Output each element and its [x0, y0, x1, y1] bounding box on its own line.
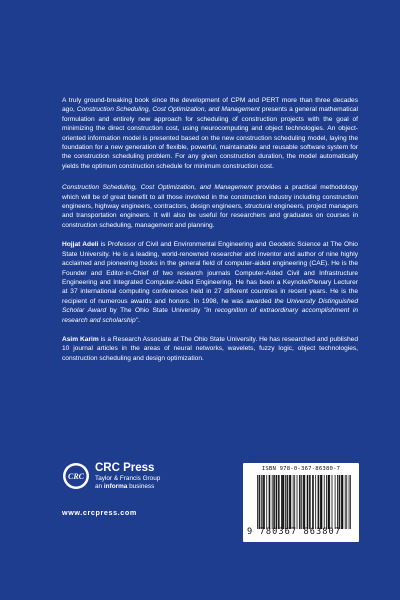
publisher-business	[95, 483, 195, 491]
barcode-bar	[342, 475, 343, 529]
audience-paragraph	[62, 183, 358, 230]
barcode-bar	[332, 475, 333, 529]
barcode-bar	[261, 475, 262, 529]
barcode-bar	[321, 475, 322, 529]
barcode-bar	[300, 475, 301, 529]
author1-name: Hojjat Adeli	[62, 241, 99, 249]
barcode-bar	[264, 475, 265, 529]
barcode-bar	[312, 475, 313, 529]
audience-text: provides a practical methodology which will be of great benefit to all those involved in the construction industry including construction engineers, highway engineers, contractors, design engineers, structural engineers, project managers and transportation engineers. It will also be useful for researchers and graduates on courses in construction scheduling, management and planning.	[62, 184, 358, 229]
barcode-bar	[289, 475, 290, 529]
barcode-bar	[282, 475, 283, 529]
barcode-digits: 9 780367 863807	[247, 527, 342, 537]
barcode-bar	[259, 475, 260, 529]
barcode-bar	[276, 475, 277, 529]
barcode-bar	[341, 475, 342, 529]
barcode-bar	[313, 475, 314, 529]
publisher-name: CRC Press	[95, 462, 155, 474]
barcode-bar	[266, 475, 267, 529]
author1-text-1: is Professor of Civil and Environmental Engineering and Geodetic Science at The Ohio State University. He is a leading, world-renowned researcher and inventor and author of nine highly acclaimed and pioneering books in the general field of computer-aided engineering (CAE). He is the Founder and Editor-in-Chief of two research journals Computer-Aided Civil and Infrastructure Engineering and Integrated Computer-Aided Engineering. He has been a Keynote/Plenary Lecturer at 37 international computing conferences held in 27 different countries in recent years. He is the recipient of numerous awards and honors. In 1998, he was awarded	[62, 241, 358, 305]
barcode-bar	[287, 475, 288, 529]
barcode-bar	[345, 475, 346, 529]
crc-logo-icon	[62, 462, 90, 490]
barcode-bar	[293, 475, 294, 529]
barcode-bar	[290, 475, 291, 529]
barcode-bar	[342, 475, 343, 529]
barcode-bars	[257, 475, 351, 529]
author1-award: the University Distinguished Scholar Award	[62, 297, 358, 315]
barcode-bar	[285, 475, 286, 529]
publisher-text	[95, 462, 195, 491]
barcode-bar	[328, 475, 329, 529]
barcode-bar	[269, 475, 270, 529]
barcode-bar	[297, 475, 298, 529]
logo-mark-text: CRC	[67, 472, 85, 481]
barcode-bar	[318, 475, 319, 529]
author2-text: is a Research Associate at The Ohio State University. He has researched and published 10 journal articles in the areas of neural networks, wavelets, fuzzy logic, object technologies, construction scheduling and design optimization.	[62, 335, 358, 362]
barcode-bar	[349, 475, 350, 529]
barcode-bar	[283, 475, 284, 529]
author2-paragraph	[62, 335, 358, 363]
audience-book-title: Construction Scheduling, Cost Optimization, and Management	[62, 184, 253, 192]
barcode-bar	[257, 475, 258, 529]
author2-name: Asim Karim	[62, 335, 99, 343]
blurb-text	[62, 96, 358, 373]
barcode-bar	[335, 475, 336, 529]
barcode-bar	[329, 475, 330, 529]
barcode-bar	[259, 475, 260, 529]
barcode-bar	[303, 475, 304, 529]
author1-text-3: .	[138, 316, 140, 324]
barcode-bar	[263, 475, 264, 529]
publisher-group: Taylor & Francis Group	[95, 475, 161, 482]
isbn-label: ISBN 978-0-367-86380-7	[261, 466, 341, 472]
barcode-bar	[307, 475, 308, 529]
barcode-bar	[337, 475, 338, 529]
author1-text-2: by The Ohio State University	[106, 307, 204, 315]
author1-quote: "in recognition of extraordinary accomplishment in research and scholarship"	[62, 307, 359, 324]
barcode-bar	[318, 475, 319, 529]
business-suffix: business	[127, 483, 155, 490]
publisher-url[interactable]: www.crcpress.com	[62, 508, 137, 517]
barcode-bar	[339, 475, 340, 529]
barcode-bar	[350, 475, 351, 529]
barcode-bar	[283, 475, 284, 529]
barcode-bar	[321, 475, 322, 529]
barcode-bar	[273, 475, 274, 529]
barcode-bar	[274, 475, 275, 529]
barcode-panel	[243, 463, 359, 542]
barcode-bar	[294, 475, 295, 529]
publisher-logo	[62, 462, 192, 532]
barcode-bar	[310, 475, 311, 529]
barcode-bar	[301, 475, 302, 529]
barcode-bar	[278, 475, 279, 529]
barcode-bar	[279, 475, 280, 529]
barcode-bar	[281, 475, 282, 529]
barcode-bar	[287, 475, 288, 529]
barcode-bar	[339, 475, 340, 529]
barcode-bar	[276, 475, 277, 529]
barcode-bar	[324, 475, 325, 529]
barcode-bar	[304, 475, 305, 529]
cover-footer	[62, 458, 358, 546]
barcode-bar	[269, 475, 270, 529]
barcode-bar	[307, 475, 308, 529]
barcode-bar	[304, 475, 305, 529]
barcode-bar	[290, 475, 291, 529]
barcode-bar	[272, 475, 273, 529]
barcode-bar	[299, 475, 300, 529]
intro-text-1: A truly ground-breaking book since the development of CPM and PERT more than three decades ago,	[62, 97, 358, 114]
intro-text-2: presents a general mathematical formulation and entirely new approach for scheduling of construction projects with the goal of minimizing the direct construction cost, using neurocomputing and object technologies. An object-oriented information model is presented based on the new construction scheduling model, laying the foundation for a new generation of flexible, powerful, maintainable and reusable software system for the construction scheduling problem. For any given construction duration, the model automatically yields the optimum construction schedule for minimum construction cost.	[62, 106, 358, 170]
business-informa: informa	[103, 483, 128, 490]
barcode-bar	[328, 475, 329, 529]
barcode-bar	[320, 475, 321, 529]
business-prefix: an	[95, 483, 104, 490]
barcode-bar	[315, 475, 316, 529]
intro-paragraph	[62, 96, 358, 171]
barcode-bar	[346, 475, 347, 529]
barcode-bar	[262, 475, 263, 529]
intro-book-title: Construction Scheduling, Cost Optimization, and Management	[76, 106, 260, 114]
barcode-bar	[309, 475, 310, 529]
barcode-bar	[326, 475, 327, 529]
author1-paragraph	[62, 240, 358, 325]
